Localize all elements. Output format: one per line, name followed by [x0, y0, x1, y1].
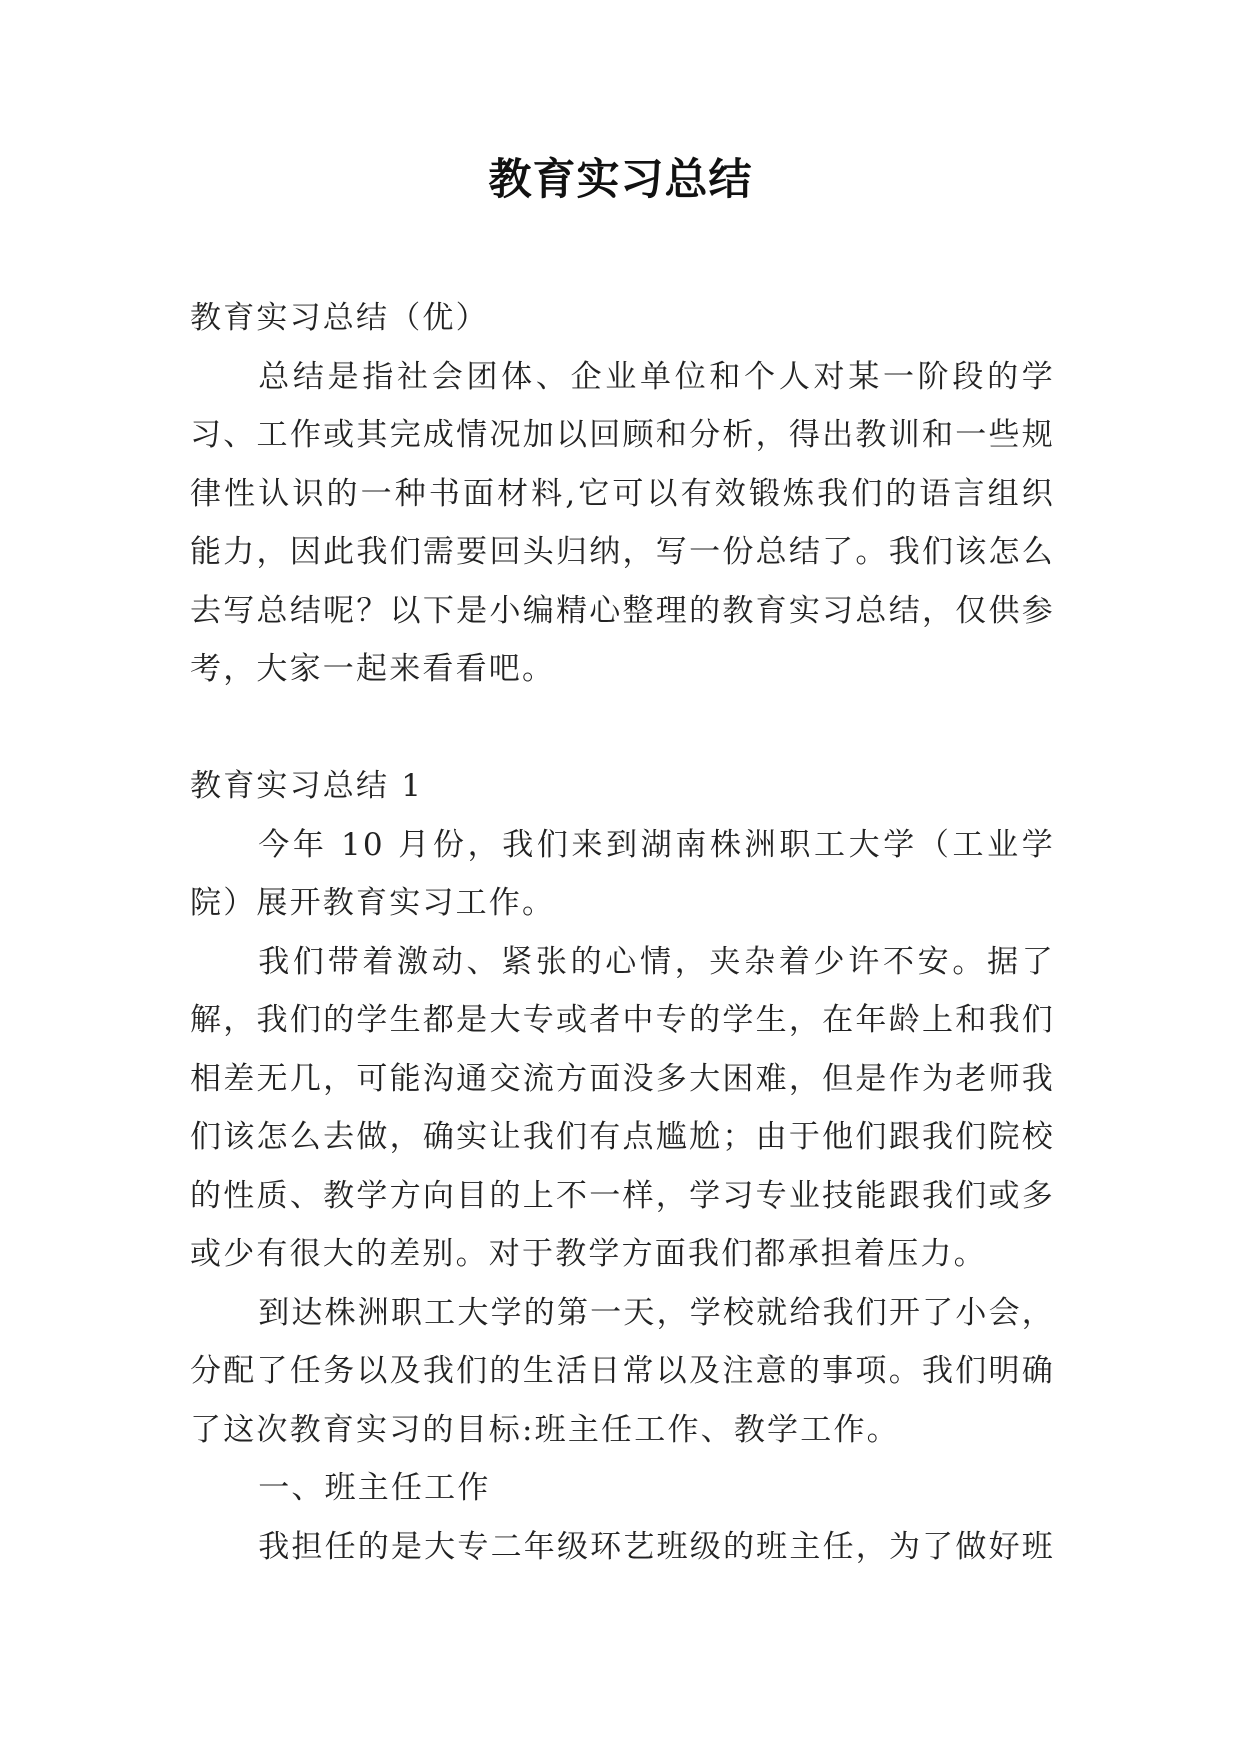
- section-heading: 教育实习总结 1: [190, 768, 424, 804]
- subsection-heading: 一、班主任工作: [258, 1470, 491, 1506]
- document-title: 教育实习总结: [488, 155, 753, 205]
- paragraph: 今年 10 月份，我们来到湖南株洲职工大学（工业学院）展开教育实习工作。: [190, 826, 1055, 921]
- paragraph: 到达株洲职工大学的第一天，学校就给我们开了小会，分配了任务以及我们的生活日常以及注意的事项。我们明确了这次教育实习的目标:班主任工作、教学工作。: [190, 1294, 1055, 1448]
- paragraph: 我担任的是大专二年级环艺班级的班主任，为了做好班: [258, 1528, 1055, 1565]
- section-heading: 教育实习总结（优）: [190, 300, 489, 336]
- paragraph-spacer: [190, 699, 1055, 758]
- document-body: [190, 289, 1055, 1576]
- paragraph: 我们带着激动、紧张的心情，夹杂着少许不安。据了解，我们的学生都是大专或者中专的学生，在年龄上和我们相差无几，可能沟通交流方面没多大困难，但是作为老师我们该怎么去做，确实让我们有点尴尬；由于他们跟我们院校的性质、教学方向目的上不一样，学习专业技能跟我们或多或少有很大的差别。对于教学方面我们都承担着压力。: [190, 943, 1055, 1272]
- paragraph: 总结是指社会团体、企业单位和个人对某一阶段的学习、工作或其完成情况加以回顾和分析，得出教训和一些规律性认识的一种书面材料,它可以有效锻炼我们的语言组织能力，因此我们需要回头归纳，写一份总结了。我们该怎么去写总结呢？以下是小编精心整理的教育实习总结，仅供参考，大家一起来看看吧。: [190, 358, 1055, 687]
